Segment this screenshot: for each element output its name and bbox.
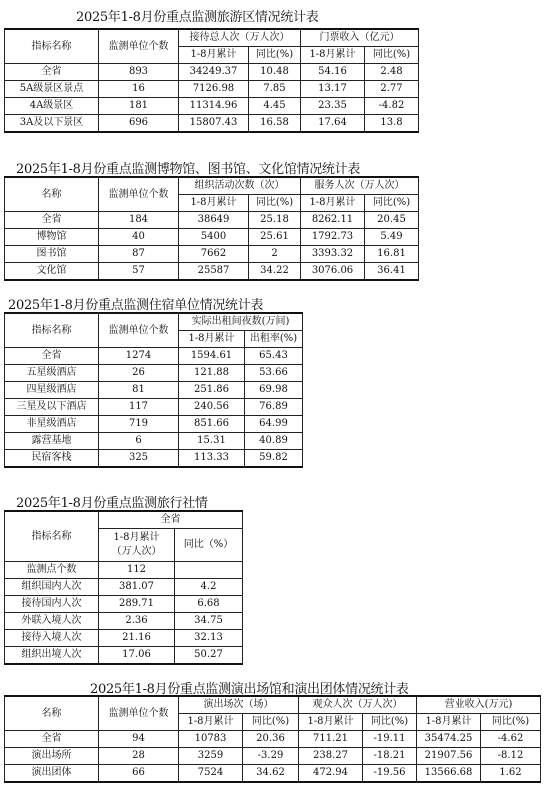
data-cell: 184 <box>99 212 179 229</box>
data-cell: 3076.06 <box>301 263 365 281</box>
data-cell: 16.58 <box>249 115 301 133</box>
data-cell: 1594.61 <box>179 348 245 365</box>
header-unit: （万人次） <box>111 546 162 557</box>
data-cell: 57 <box>99 263 179 281</box>
table2-title: 2025年1-8月份重点监测博物馆、图书馆、文化馆情况统计表 <box>16 162 361 177</box>
table-row <box>5 212 419 229</box>
performance-table <box>4 695 541 783</box>
header-ticket-revenue: 门票收入（亿元） <box>301 29 419 47</box>
table-row <box>5 416 303 433</box>
culture-venue-table <box>4 176 419 281</box>
data-cell: 34249.37 <box>179 64 249 81</box>
data-cell: -3.29 <box>243 748 299 765</box>
data-cell: 240.56 <box>179 399 245 416</box>
header-unit-count: 监测单位个数 <box>99 29 179 64</box>
data-cell: 11314.96 <box>179 98 249 115</box>
data-cell: 3259 <box>179 748 243 765</box>
data-cell: 1274 <box>99 348 179 365</box>
data-cell: 53.66 <box>245 365 303 382</box>
data-cell: 6 <box>99 433 179 450</box>
row-label: 3A及以下景区 <box>5 115 99 133</box>
row-label: 4A级景区 <box>5 98 99 115</box>
table-row <box>5 450 303 468</box>
data-cell: 94 <box>99 731 179 748</box>
header-cumulative: 1-8月累计 <box>301 47 365 64</box>
data-cell: 2.77 <box>365 81 419 98</box>
table5-title: 2025年1-8月份重点监测演出场馆和演出团体情况统计表 <box>90 682 409 697</box>
data-cell: 696 <box>99 115 179 133</box>
data-cell: 38649 <box>179 212 249 229</box>
table-row <box>5 64 419 81</box>
row-label: 民宿客栈 <box>5 450 99 468</box>
table-row <box>5 748 541 765</box>
row-label: 全省 <box>5 212 99 229</box>
data-cell: -8.12 <box>481 748 541 765</box>
data-cell: 40.89 <box>245 433 303 450</box>
header-unit-count: 监测单位个数 <box>99 177 179 212</box>
row-label: 图书馆 <box>5 246 99 263</box>
data-cell <box>175 562 243 579</box>
row-label: 组织国内人次 <box>5 579 99 596</box>
row-label: 全省 <box>5 348 99 365</box>
data-cell: 472.94 <box>299 765 363 783</box>
data-cell: 40 <box>99 229 179 246</box>
data-cell: 69.98 <box>245 382 303 399</box>
data-cell: 36.41 <box>365 263 419 281</box>
header-yoy: 同比(%) <box>249 195 301 212</box>
header-cumulative-persons <box>99 529 175 562</box>
data-cell: -4.62 <box>481 731 541 748</box>
data-cell: 6.68 <box>175 596 243 613</box>
data-cell: 7126.98 <box>179 81 249 98</box>
header-visitors: 接待总人次（万人次） <box>179 29 301 47</box>
table-row <box>5 433 303 450</box>
table-row <box>5 647 243 665</box>
data-cell: 15.31 <box>179 433 245 450</box>
row-label: 外联入境人次 <box>5 613 99 630</box>
table-row <box>5 115 419 133</box>
data-cell: 17.06 <box>99 647 175 665</box>
data-cell: 289.71 <box>99 596 175 613</box>
table-row <box>5 596 243 613</box>
data-cell: 32.13 <box>175 630 243 647</box>
data-cell: 4.45 <box>249 98 301 115</box>
data-cell: 26 <box>99 365 179 382</box>
data-cell: 851.66 <box>179 416 245 433</box>
header-province: 全省 <box>99 511 243 529</box>
header-cumulative: 1-8月累计 <box>301 195 365 212</box>
data-cell: 34.75 <box>175 613 243 630</box>
data-cell: 16 <box>99 81 179 98</box>
data-cell: 25.61 <box>249 229 301 246</box>
header-yoy: 同比(%) <box>365 195 419 212</box>
data-cell: 5.49 <box>365 229 419 246</box>
table1-title: 2025年1-8月份重点监测旅游区情况统计表 <box>76 10 319 25</box>
table-row <box>5 765 541 783</box>
data-cell: 10783 <box>179 731 243 748</box>
data-cell: 87 <box>99 246 179 263</box>
table-row <box>5 81 419 98</box>
row-label: 监测点个数 <box>5 562 99 579</box>
data-cell: 13566.68 <box>417 765 481 783</box>
data-cell: 7524 <box>179 765 243 783</box>
data-cell: 238.27 <box>299 748 363 765</box>
data-cell: 7.85 <box>249 81 301 98</box>
row-label: 三星及以下酒店 <box>5 399 99 416</box>
data-cell: 54.16 <box>301 64 365 81</box>
table3-title: 2025年1-8月份重点监测住宿单位情况统计表 <box>8 298 264 313</box>
header-audience: 观众人次（万人次） <box>299 696 417 714</box>
header-cumulative: 1-8月累计 <box>179 195 249 212</box>
header-occupancy: 出租率(%) <box>245 331 303 348</box>
row-label: 演出场所 <box>5 748 99 765</box>
data-cell: 20.36 <box>243 731 299 748</box>
data-cell: 117 <box>99 399 179 416</box>
data-cell: 10.48 <box>249 64 301 81</box>
data-cell: 325 <box>99 450 179 468</box>
table-row <box>5 731 541 748</box>
data-cell: 50.27 <box>175 647 243 665</box>
data-cell: -4.82 <box>365 98 419 115</box>
header-name: 名称 <box>5 696 99 731</box>
row-label: 全省 <box>5 64 99 81</box>
header-cumulative: 1-8月累计 <box>179 47 249 64</box>
data-cell: 64.99 <box>245 416 303 433</box>
header-yoy: 同比(%) <box>249 47 301 64</box>
data-cell: 112 <box>99 562 175 579</box>
header-cumulative: 1-8月累计 <box>299 714 363 731</box>
row-label: 四星级酒店 <box>5 382 99 399</box>
data-cell: 711.21 <box>299 731 363 748</box>
row-label: 文化馆 <box>5 263 99 281</box>
data-cell: 66 <box>99 765 179 783</box>
header-cumulative: 1-8月累计 <box>179 331 245 348</box>
data-cell: 35474.25 <box>417 731 481 748</box>
header-cumulative: 1-8月累计 <box>417 714 481 731</box>
data-cell: 8262.11 <box>301 212 365 229</box>
table-row <box>5 246 419 263</box>
data-cell: 65.43 <box>245 348 303 365</box>
row-label: 五星级酒店 <box>5 365 99 382</box>
data-cell: 2 <box>249 246 301 263</box>
table-row <box>5 365 303 382</box>
data-cell: 4.2 <box>175 579 243 596</box>
header-yoy: 同比（%） <box>175 529 243 562</box>
data-cell: 25587 <box>179 263 249 281</box>
row-label: 5A级景区景点 <box>5 81 99 98</box>
table-row <box>5 630 243 647</box>
header-service-visits: 服务人次（万人次） <box>301 177 419 195</box>
header-yoy: 同比(%) <box>365 47 419 64</box>
data-cell: 1792.73 <box>301 229 365 246</box>
data-cell: 23.35 <box>301 98 365 115</box>
data-cell: 381.07 <box>99 579 175 596</box>
data-cell: 21907.56 <box>417 748 481 765</box>
data-cell: -19.11 <box>363 731 417 748</box>
row-label: 非星级酒店 <box>5 416 99 433</box>
data-cell: 17.64 <box>301 115 365 133</box>
data-cell: 7662 <box>179 246 249 263</box>
data-cell: 2.36 <box>99 613 175 630</box>
data-cell: 719 <box>99 416 179 433</box>
table-row <box>5 98 419 115</box>
data-cell: 121.88 <box>179 365 245 382</box>
data-cell: 3393.32 <box>301 246 365 263</box>
header-yoy: 同比(%) <box>481 714 541 731</box>
data-cell: 251.86 <box>179 382 245 399</box>
data-cell: 2.48 <box>365 64 419 81</box>
data-cell: 13.8 <box>365 115 419 133</box>
header-cumulative: 1-8月累计 <box>113 532 160 543</box>
travel-agency-table <box>4 510 243 665</box>
data-cell: 20.45 <box>365 212 419 229</box>
header-indicator: 指标名称 <box>5 313 99 348</box>
table-row <box>5 348 303 365</box>
header-yoy: 同比(%) <box>243 714 299 731</box>
row-label: 接待入境人次 <box>5 630 99 647</box>
table-row <box>5 613 243 630</box>
table-row <box>5 399 303 416</box>
data-cell: 25.18 <box>249 212 301 229</box>
accommodation-table <box>4 312 303 468</box>
table-row <box>5 382 303 399</box>
row-label: 接待国内人次 <box>5 596 99 613</box>
header-indicator: 指标名称 <box>5 29 99 64</box>
header-indicator: 指标名称 <box>5 511 99 562</box>
header-room-nights: 实际出租间夜数(万间) <box>179 313 303 331</box>
tourist-area-table <box>4 28 419 133</box>
table-row <box>5 263 419 281</box>
data-cell: 113.33 <box>179 450 245 468</box>
header-revenue: 营业收入(万元) <box>417 696 541 714</box>
row-label: 博物馆 <box>5 229 99 246</box>
header-shows: 演出场次（场） <box>179 696 299 714</box>
data-cell: 5400 <box>179 229 249 246</box>
data-cell: 76.89 <box>245 399 303 416</box>
data-cell: 81 <box>99 382 179 399</box>
header-activities: 组织活动次数（次） <box>179 177 301 195</box>
data-cell: -19.56 <box>363 765 417 783</box>
data-cell: 34.22 <box>249 263 301 281</box>
row-label: 全省 <box>5 731 99 748</box>
table-row <box>5 562 243 579</box>
data-cell: 13.17 <box>301 81 365 98</box>
data-cell: 16.81 <box>365 246 419 263</box>
table-row <box>5 229 419 246</box>
data-cell: 59.82 <box>245 450 303 468</box>
header-unit-count: 监测单位个数 <box>99 313 179 348</box>
data-cell: -18.21 <box>363 748 417 765</box>
header-name: 名称 <box>5 177 99 212</box>
data-cell: 15807.43 <box>179 115 249 133</box>
data-cell: 181 <box>99 98 179 115</box>
data-cell: 21.16 <box>99 630 175 647</box>
data-cell: 1.62 <box>481 765 541 783</box>
row-label: 演出团体 <box>5 765 99 783</box>
row-label: 露营基地 <box>5 433 99 450</box>
header-cumulative: 1-8月累计 <box>179 714 243 731</box>
header-unit-count: 监测单位个数 <box>99 696 179 731</box>
row-label: 组织出境人次 <box>5 647 99 665</box>
data-cell: 893 <box>99 64 179 81</box>
table-row <box>5 579 243 596</box>
table4-title: 2025年1-8月份重点监测旅行社情 <box>16 496 208 511</box>
data-cell: 28 <box>99 748 179 765</box>
header-yoy: 同比(%) <box>363 714 417 731</box>
data-cell: 34.62 <box>243 765 299 783</box>
